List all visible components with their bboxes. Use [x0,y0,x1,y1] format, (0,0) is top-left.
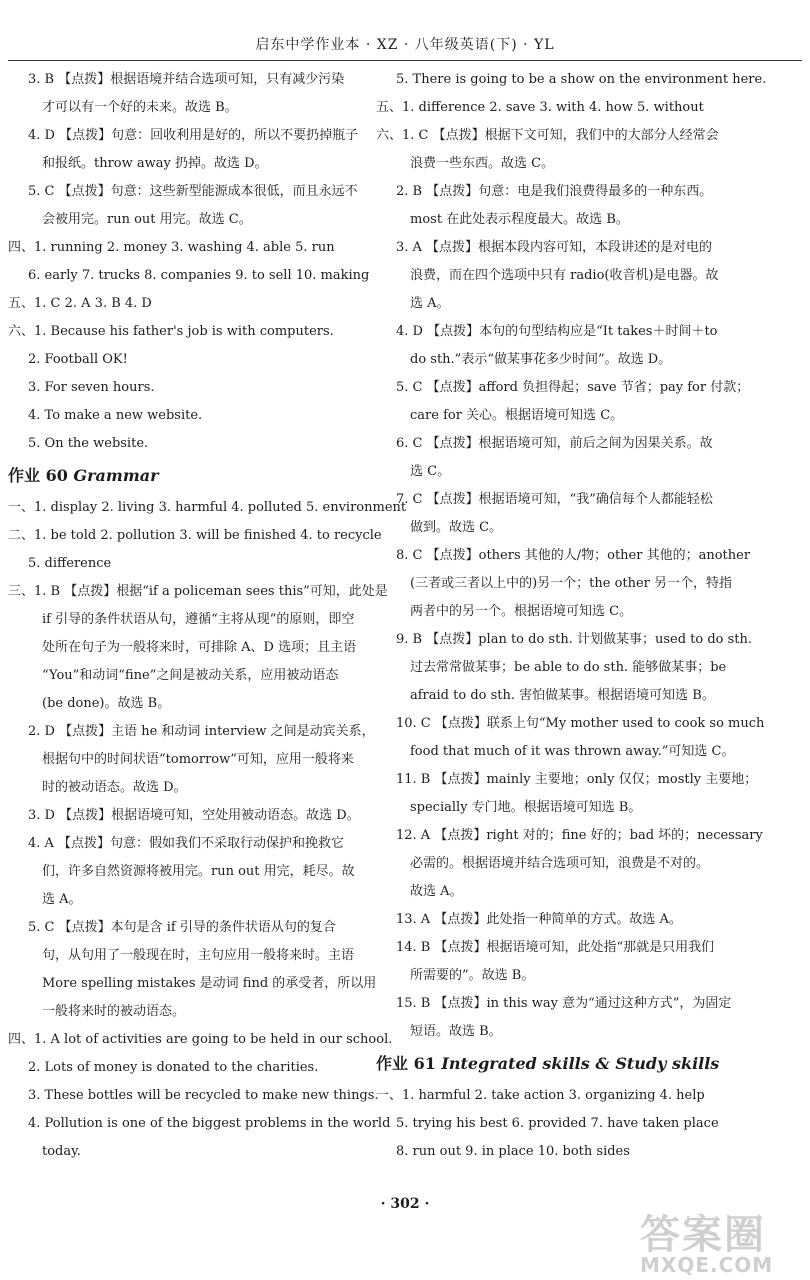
section-heading-61 [376,1046,724,1082]
answer-line: 一般将来时的被动语态。 [42,1004,186,1019]
answer-line: 15. B 【点拨】in this way 意为“通过这种方式”，为固定 [396,996,732,1011]
answer-line: 4. D 【点拨】本句的句型结构应是“It takes＋时间＋to [396,324,718,339]
answer-line: 5. C 【点拨】句意：这些新型能源成本很低，而且永远不 [28,184,358,199]
answer-line: today. [42,1144,81,1159]
header-rule [8,60,802,61]
answer-line: 5. On the website. [28,436,149,451]
answer-line: 9. B 【点拨】plan to do sth. 计划做某事；used to do sth. [396,632,753,647]
answer-line: 选 C。 [410,464,451,479]
answer-line: 五、1. difference 2. save 3. with 4. how 5. without [376,100,704,115]
answer-line: 2. Lots of money is donated to the charities. [28,1060,319,1075]
answer-line: 故选 A。 [410,884,463,899]
section-title: Integrated skills & Study skills [441,1054,720,1073]
watermark-logo [640,1212,805,1277]
answer-line: 2. D 【点拨】主语 he 和动词 interview 之间是动宾关系， [28,724,375,739]
answer-line: 一、1. harmful 2. take action 3. organizing 4. help [376,1088,705,1103]
answer-line: (三者或三者以上中的)另一个；the other 另一个，特指 [410,576,733,591]
watermark-url: MXQE.COM [640,1253,774,1277]
answer-line: 五、1. C 2. A 3. B 4. D [8,296,152,311]
answer-line: 8. run out 9. in place 10. both sides [396,1144,630,1159]
answer-line: 3. A 【点拨】根据本段内容可知，本段讲述的是对电的 [396,240,713,255]
answer-line: 2. B 【点拨】句意：电是我们浪费得最多的一种东西。 [396,184,713,199]
answer-line: 13. A 【点拨】此处指一种简单的方式。故选 A。 [396,912,682,927]
answer-line: 3. B 【点拨】根据语境并结合选项可知，只有减少污染 [28,72,345,87]
answer-line: (be done)。故选 B。 [42,696,171,711]
answer-line: 5. trying his best 6. provided 7. have taken place [396,1116,719,1131]
answer-line: 5. There is going to be a show on the environment here. [396,72,767,87]
answer-line: 5. C 【点拨】afford 负担得起；save 节省；pay for 付款； [396,380,750,395]
answer-line: 8. C 【点拨】others 其他的人/物；other 其他的；another [396,548,751,563]
answer-line: 14. B 【点拨】根据语境可知，此处指“那就是只用我们 [396,940,715,955]
answer-line: food that much of it was thrown away.”可知选 C。 [410,744,735,759]
answer-line: 选 A。 [410,296,450,311]
answer-line: 2. Football OK! [28,352,128,367]
answer-line: 二、1. be told 2. pollution 3. will be finished 4. to recycle [8,528,382,543]
answer-line: afraid to do sth. 害怕做某事。根据语境可知选 B。 [410,688,715,703]
right-column [376,66,767,1166]
answer-line: 过去常常做某事；be able to do sth. 能够做某事；be [410,660,727,675]
answer-line: 短语。故选 B。 [410,1024,502,1039]
answer-line: 3. For seven hours. [28,380,155,395]
page-number: · 302 · [380,1196,430,1212]
answer-line: 处所在句子为一般将来时，可排除 A、D 选项；且主语 [42,640,357,655]
answer-line: 12. A 【点拨】right 对的；fine 好的；bad 坏的；necessary [396,828,763,843]
answer-line: 才可以有一个好的未来。故选 B。 [42,100,238,115]
answer-line: 们，许多自然资源将被用完。run out 用完，耗尽。故 [42,864,355,879]
answer-line: 浪费一些东西。故选 C。 [410,156,555,171]
answer-line: 句，从句用了一般现在时，主句应用一般将来时。主语 [42,948,355,963]
section-heading-60 [8,458,356,494]
running-header: 启东中学作业本 · XZ · 八年级英语(下) · YL [255,37,555,53]
answer-line: 4. To make a new website. [28,408,203,423]
watermark-text: 答案圈 [640,1212,766,1258]
answer-line: 会被用完。run out 用完。故选 C。 [42,212,252,227]
section-prefix: 作业 61 [376,1054,436,1073]
answer-line: 4. A 【点拨】句意：假如我们不采取行动保护和挽救它 [28,836,345,851]
answer-line: 6. early 7. trucks 8. companies 9. to sell 10. making [28,268,370,283]
answer-line: More spelling mistakes 是动词 find 的承受者，所以用 [42,976,377,991]
section-title: Grammar [73,466,159,485]
answer-line: specially 专门地。根据语境可知选 B。 [410,800,642,815]
answer-line: 11. B 【点拨】mainly 主要地；only 仅仅；mostly 主要地； [396,772,758,787]
answer-line: care for 关心。根据语境可知选 C。 [410,408,624,423]
answer-line: 两者中的另一个。根据语境可知选 C。 [410,604,633,619]
answer-line: 10. C 【点拨】联系上句“My mother used to cook so much [396,716,765,731]
answer-line: 7. C 【点拨】根据语境可知，“我”确信每个人都能轻松 [396,492,713,507]
answer-line: most 在此处表示程度最大。故选 B。 [410,212,629,227]
answer-line: 四、1. A lot of activities are going to be held in our school. [8,1032,393,1047]
answer-line: 6. C 【点拨】根据语境可知，前后之间为因果关系。故 [396,436,713,451]
answer-line: do sth.”表示“做某事花多少时间”。故选 D。 [410,352,672,367]
answer-line: 4. Pollution is one of the biggest problems in the world [28,1116,391,1131]
answer-line: “You”和动词“fine”之间是被动关系，应用被动语态 [42,668,339,683]
answer-line: if 引导的条件状语从句，遵循“主将从现”的原则，即空 [42,612,355,627]
answer-line: 三、1. B 【点拨】根据“if a policeman sees this”可知，此处是 [8,584,388,599]
answer-line: 时的被动语态。故选 D。 [42,780,187,795]
answer-line: 5. C 【点拨】本句是含 if 引导的条件状语从句的复合 [28,920,336,935]
section-prefix: 作业 60 [8,466,68,485]
answer-line: 所需要的”。故选 B。 [410,968,535,983]
answer-line: 3. These bottles will be recycled to make new things. [28,1088,379,1103]
answer-line: 和报纸。throw away 扔掉。故选 D。 [42,156,268,171]
answer-line: 六、1. Because his father's job is with computers. [8,324,334,339]
answer-line: 做到。故选 C。 [410,520,503,535]
answer-line: 3. D 【点拨】根据语境可知，空处用被动语态。故选 D。 [28,808,360,823]
answer-line: 四、1. running 2. money 3. washing 4. able 5. run [8,240,335,255]
answer-line: 浪费，而在四个选项中只有 radio(收音机)是电器。故 [410,268,719,283]
answer-line: 5. difference [28,556,112,571]
answer-line: 一、1. display 2. living 3. harmful 4. polluted 5. environment [8,500,407,515]
answer-line: 六、1. C 【点拨】根据下文可知，我们中的大部分人经常会 [376,128,719,143]
answer-line: 必需的。根据语境并结合选项可知，浪费是不对的。 [410,856,710,871]
answer-line: 4. D 【点拨】句意：回收利用是好的，所以不要扔掉瓶子 [28,128,359,143]
answer-line: 选 A。 [42,892,82,907]
answer-line: 根据句中的时间状语“tomorrow”可知，应用一般将来 [42,752,354,767]
